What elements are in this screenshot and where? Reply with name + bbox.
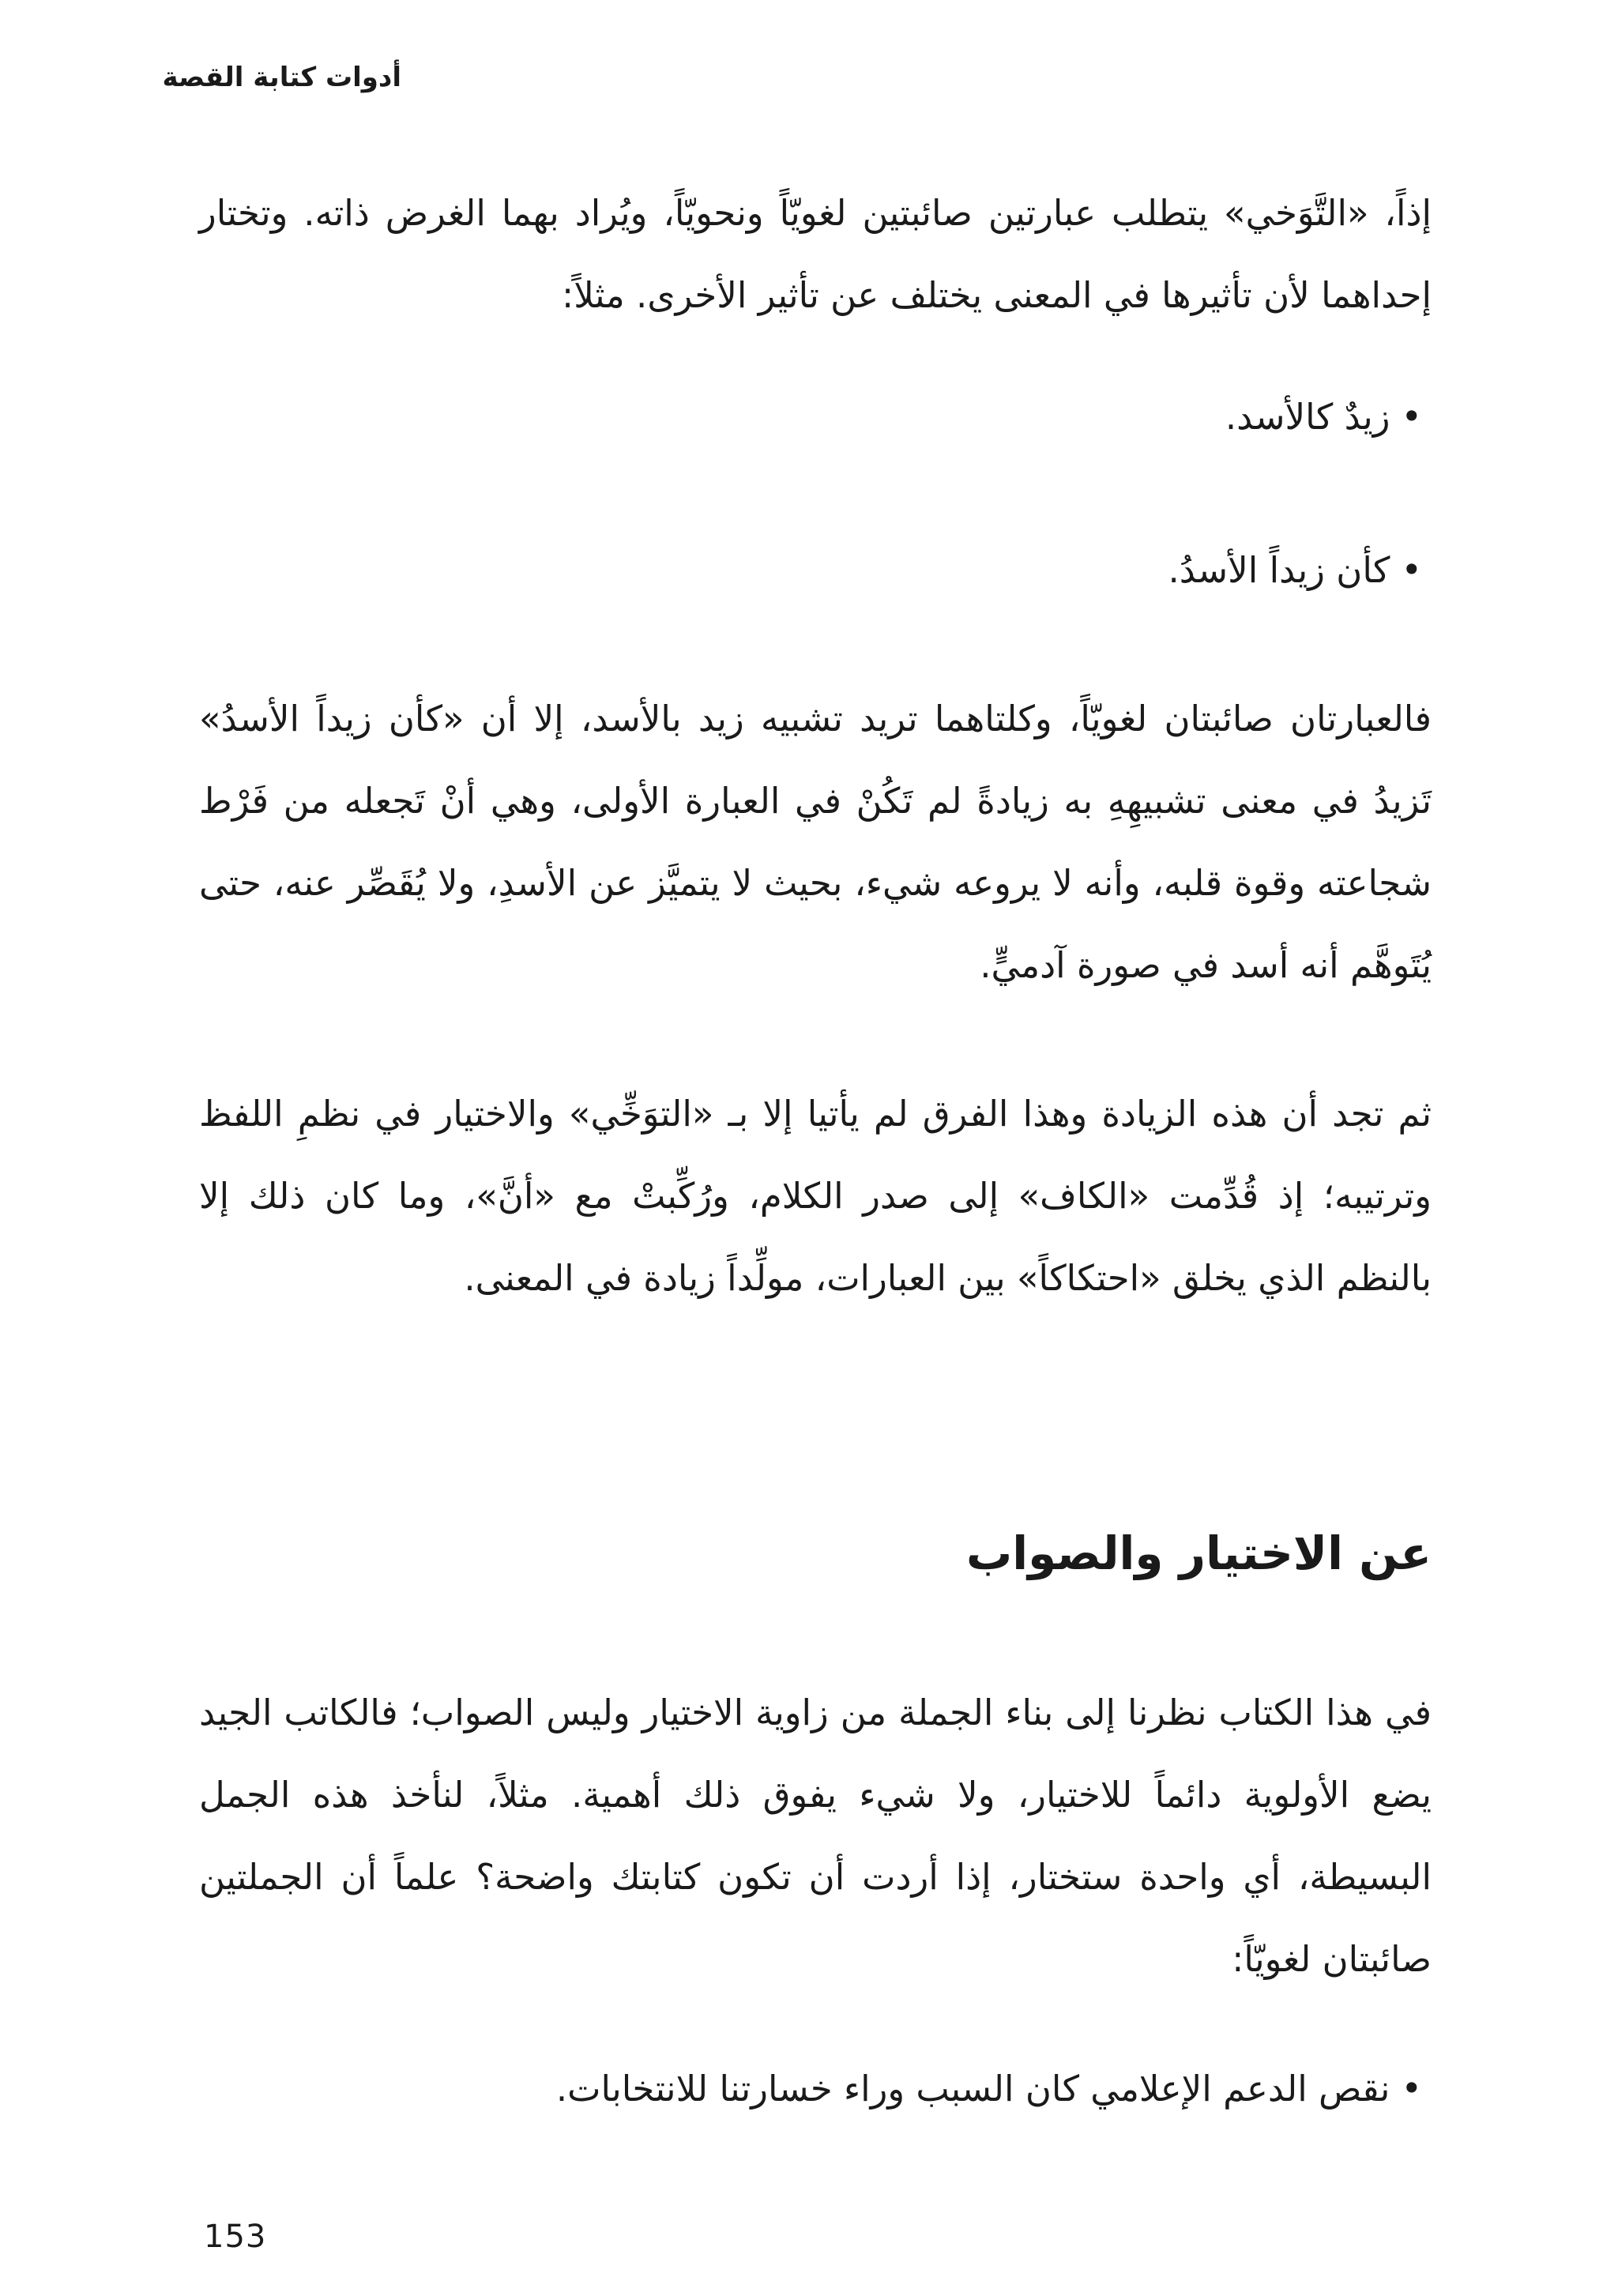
page-number: 153 [204, 2219, 267, 2255]
page-body [199, 172, 1432, 2130]
paragraph-2: فالعبارتان صائبتان لغويّاً، وكلتاهما تريد تشبيه زيد بالأسد، إلا أن «كأن زيداً الأسدُ» تَزيدُ في معنى تشبيهِهِ به زيادةً لم تَكُنْ في العبارة الأولى، وهي أنْ تَجعله من فَرْط شجاعته وقوة قلبه، وأنه لا يروعه شيء، بحيث لا يتميَّز عن الأسدِ، ولا يُقَصِّر عنه، حتى يُتَوهَّم أنه أسد في صورة آدميٍّ. [199, 698, 1432, 986]
section-heading: عن الاختيار والصواب [966, 1526, 1432, 1580]
list-item-text: نقص الدعم الإعلامي كان السبب وراء خسارتنا للانتخابات. [555, 2068, 1390, 2110]
example-list-2 [199, 2048, 1432, 2130]
paragraph-1: إذاً، «التَّوَخي» يتطلب عبارتين صائبتين لغويّاً ونحويّاً، ويُراد بهما الغرض ذاته. وتختار إحداهما لأن تأثيرها في المعنى يختلف عن تأثير الأخرى. مثلاً: [199, 192, 1432, 316]
running-header: أدوات كتابة القصة [162, 62, 401, 93]
paragraph-4: في هذا الكتاب نظرنا إلى بناء الجملة من زاوية الاختيار وليس الصواب؛ فالكاتب الجيد يضع الأولوية دائماً للاختيار، ولا شيء يفوق ذلك أهمية. مثلاً، لنأخذ هذه الجمل البسيطة، أي واحدة ستختار، إذا أردت أن تكون كتابتك واضحة؟ علماً أن الجملتين صائبتان لغويّاً: [199, 1692, 1432, 1980]
bullet-icon: • [1401, 2068, 1422, 2110]
list-item [199, 529, 1432, 612]
list-item [199, 376, 1432, 458]
bullet-icon: • [1401, 549, 1422, 591]
list-item-text: زيدٌ كالأسد. [1225, 396, 1390, 438]
bullet-icon: • [1401, 396, 1422, 438]
example-list-1 [199, 376, 1432, 612]
list-item [199, 2048, 1432, 2130]
paragraph-3: ثم تجد أن هذه الزيادة وهذا الفرق لم يأتيا إلا بـ «التوَخِّي» والاختيار في نظمِ اللفظ وترتيبه؛ إذ قُدِّمت «الكاف» إلى صدر الكلام، ورُكِّبتْ مع «أنَّ»، وما كان ذلك إلا بالنظم الذي يخلق «احتكاكاً» بين العبارات، مولِّداً زيادة في المعنى. [199, 1093, 1432, 1299]
list-item-text: كأن زيداً الأسدُ. [1168, 549, 1390, 591]
